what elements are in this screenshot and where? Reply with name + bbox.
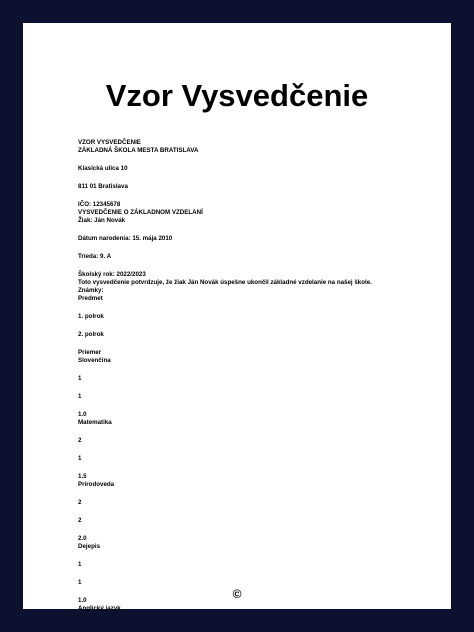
- street-address: Klasická ulica 10: [78, 165, 128, 172]
- grade-sem2: 1: [78, 393, 82, 400]
- grades-label: Známky:: [78, 287, 104, 294]
- grade-avg: 1.0: [78, 597, 87, 604]
- document-page: [23, 23, 451, 612]
- grade-sem1: 1: [78, 561, 82, 568]
- grade-sem1: 2: [78, 437, 82, 444]
- grade-avg: 2.0: [78, 535, 87, 542]
- postal-city: 811 01 Bratislava: [78, 183, 128, 190]
- copyright-icon: ©: [232, 587, 242, 601]
- grade-sem1: 1: [78, 375, 82, 382]
- document-title: Vzor Vysvedčenie: [105, 78, 369, 113]
- grade-avg: 1.0: [78, 411, 87, 418]
- ico-number: IČO: 12345678: [78, 201, 121, 208]
- subject-header: Predmet: [78, 295, 103, 302]
- document-body: [78, 139, 438, 613]
- grade-avg: 1.5: [78, 473, 87, 480]
- subject-name: Anglický jazyk: [78, 605, 121, 612]
- grade-sem2: 2: [78, 517, 82, 524]
- class-label: Trieda: 9. A: [78, 253, 112, 260]
- sem1-header: 1. polrok: [78, 313, 104, 320]
- birth-date: Dátum narodenia: 15. mája 2010: [78, 235, 173, 242]
- subject-name: Prírodoveda: [78, 481, 115, 488]
- student-name: Žiak: Ján Novák: [78, 217, 126, 224]
- subject-name: Matematika: [78, 419, 112, 426]
- sem2-header: 2. polrok: [78, 331, 104, 338]
- grade-sem2: 1: [78, 579, 82, 586]
- header-line: VZOR VYSVEDČENIE: [78, 139, 141, 146]
- subject-name: Slovenčina: [78, 357, 111, 364]
- school-year: Školský rok: 2022/2023: [78, 271, 146, 278]
- subject-name: Dejepis: [78, 543, 101, 550]
- statement: Toto vysvedčenie potvrdzuje, že žiak Ján Novák úspešne ukončil základné vzdelanie na našej škole.: [78, 279, 372, 286]
- avg-header: Priemer: [78, 349, 102, 356]
- grade-sem2: 1: [78, 455, 82, 462]
- school-name: ZÁKLADNÁ ŠKOLA MESTA BRATISLAVA: [78, 147, 199, 154]
- grade-sem1: 2: [78, 499, 82, 506]
- certificate-title: VYSVEDČENIE O ZÁKLADNOM VZDELANÍ: [78, 209, 203, 216]
